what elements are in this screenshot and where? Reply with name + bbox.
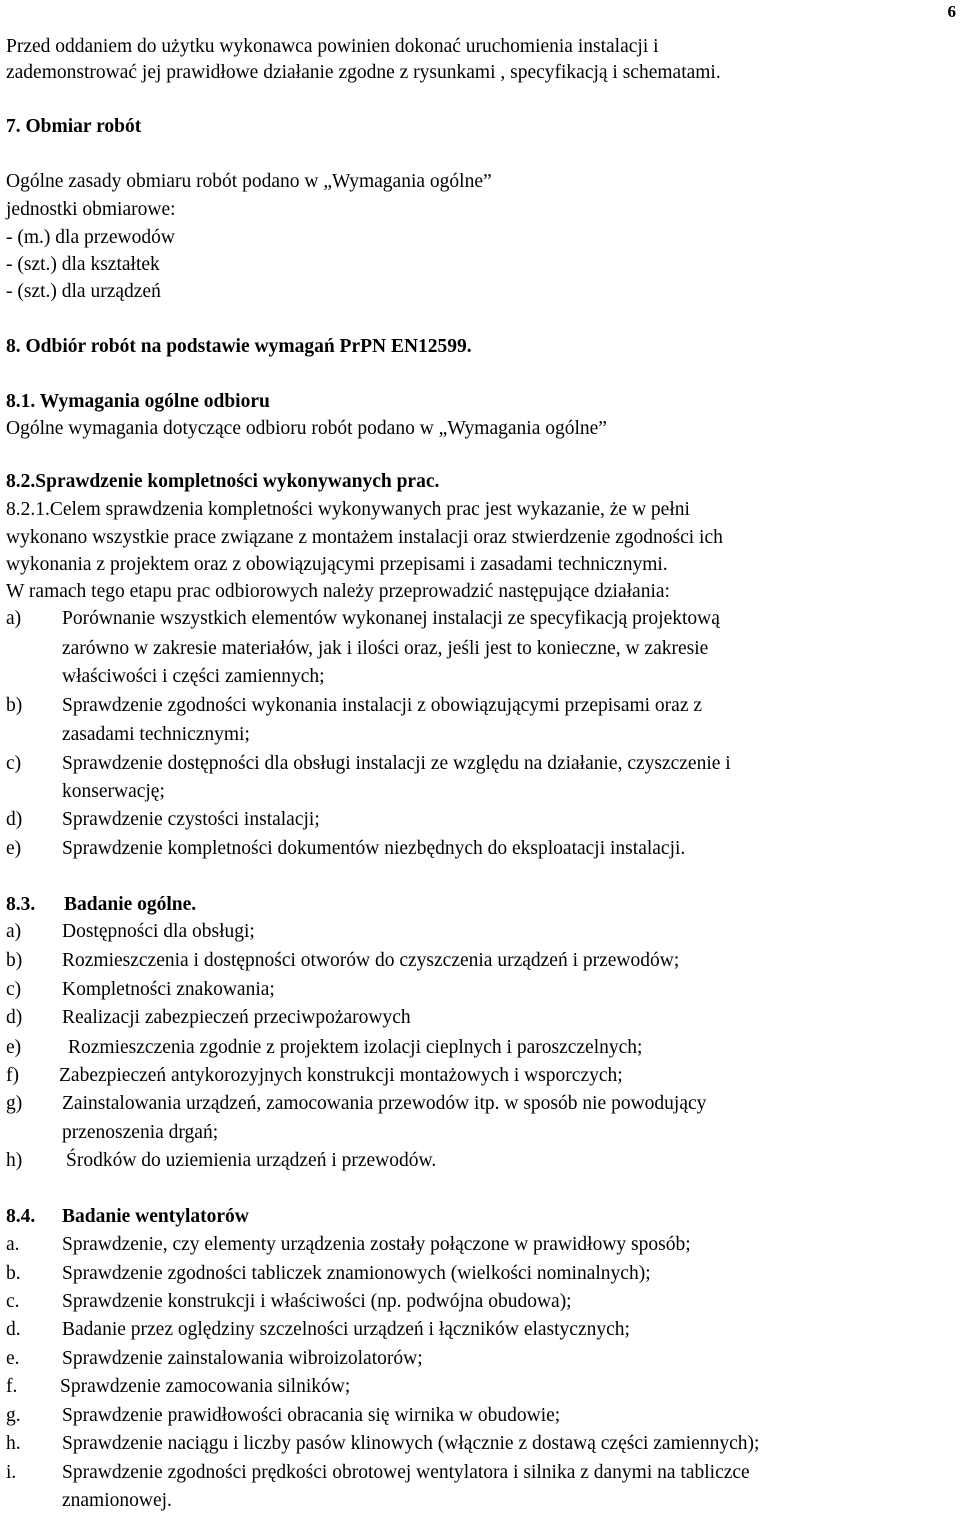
sec7-line: - (m.) dla przewodów <box>6 227 175 248</box>
list-label: a) <box>6 608 22 629</box>
list-label: a. <box>6 1234 20 1255</box>
list-item-text: Środków do uziemienia urządzeń i przewodów. <box>66 1150 437 1171</box>
list-label: i. <box>6 1462 17 1483</box>
list-item-text: Porównanie wszystkich elementów wykonanej instalacji ze specyfikacją projektową <box>62 608 720 629</box>
list-label: g. <box>6 1405 21 1426</box>
list-item-text: konserwację; <box>62 781 165 802</box>
sec7-line: - (szt.) dla kształtek <box>6 254 160 275</box>
list-label: d) <box>6 1007 23 1028</box>
list-item-text: Sprawdzenie zainstalowania wibroizolatorów; <box>62 1348 423 1369</box>
section-8-4-number: 8.4. <box>6 1206 36 1227</box>
s821-line: wykonania z projektem oraz z obowiązującymi przepisami i zasadami technicznymi. <box>6 554 668 575</box>
sec7-line: Ogólne zasady obmiaru robót podano w „Wymagania ogólne” <box>6 171 492 192</box>
list-item-text: Sprawdzenie zgodności prędkości obrotowej wentylatora i silnika z danymi na tabliczce <box>62 1462 750 1483</box>
list-label: f) <box>6 1065 19 1086</box>
list-item-text: zarówno w zakresie materiałów, jak i ilości oraz, jeśli jest to konieczne, w zakresie <box>62 638 709 659</box>
list-item-text: Realizacji zabezpieczeń przeciwpożarowych <box>62 1007 411 1028</box>
list-item-text: Zainstalowania urządzeń, zamocowania przewodów itp. w sposób nie powodujący <box>62 1093 707 1114</box>
section-8-heading: 8. Odbiór robót na podstawie wymagań PrPN EN12599. <box>6 336 472 357</box>
list-item-text: Rozmieszczenia zgodnie z projektem izolacji cieplnych i paroszczelnych; <box>68 1037 643 1058</box>
section-8-3-title: Badanie ogólne. <box>64 894 197 915</box>
list-label: a) <box>6 921 22 942</box>
list-label: b) <box>6 950 23 971</box>
list-item-text: Sprawdzenie zamocowania silników; <box>60 1376 351 1397</box>
list-label: b. <box>6 1263 21 1284</box>
list-label: b) <box>6 695 23 716</box>
list-item-text: Sprawdzenie prawidłowości obracania się wirnika w obudowie; <box>62 1405 561 1426</box>
list-label: d. <box>6 1319 21 1340</box>
list-item-text: zasadami technicznymi; <box>62 724 250 745</box>
s821-line: W ramach tego etapu prac odbiorowych należy przeprowadzić następujące działania: <box>6 581 670 602</box>
section-8-2-heading: 8.2.Sprawdzenie kompletności wykonywanych prac. <box>6 471 440 492</box>
list-item-text: Sprawdzenie dostępności dla obsługi instalacji ze względu na działanie, czyszczenie i <box>62 753 731 774</box>
list-label: c. <box>6 1291 20 1312</box>
list-label: c) <box>6 979 22 1000</box>
intro-line-2: zademonstrować jej prawidłowe działanie zgodne z rysunkami , specyfikacją i schematami. <box>6 62 721 83</box>
list-item-text: Sprawdzenie konstrukcji i właściwości (np. podwójna obudowa); <box>62 1291 572 1312</box>
list-label: e) <box>6 838 22 859</box>
list-item-text: Sprawdzenie zgodności wykonania instalacji z obowiązującymi przepisami oraz z <box>62 695 703 716</box>
list-label: e) <box>6 1037 22 1058</box>
list-item-text: Rozmieszczenia i dostępności otworów do czyszczenia urządzeń i przewodów; <box>62 950 680 971</box>
s821-line: 8.2.1.Celem sprawdzenia kompletności wykonywanych prac jest wykazanie, że w pełni <box>6 499 690 520</box>
list-item-text: Sprawdzenie, czy elementy urządzenia zostały połączone w prawidłowy sposób; <box>62 1234 691 1255</box>
section-8-1-text: Ogólne wymagania dotyczące odbioru robót podano w „Wymagania ogólne” <box>6 418 607 439</box>
list-item-text: Sprawdzenie naciągu i liczby pasów klinowych (włącznie z dostawą części zamiennych); <box>62 1433 760 1454</box>
list-item-text: Badanie przez oględziny szczelności urządzeń i łączników elastycznych; <box>62 1319 630 1340</box>
list-label: h) <box>6 1150 23 1171</box>
list-label: c) <box>6 753 22 774</box>
list-label: g) <box>6 1093 23 1114</box>
list-label: d) <box>6 809 23 830</box>
intro-line-1: Przed oddaniem do użytku wykonawca powinien dokonać uruchomienia instalacji i <box>6 36 659 57</box>
section-8-3-number: 8.3. <box>6 894 36 915</box>
list-item-text: Dostępności dla obsługi; <box>62 921 255 942</box>
sec7-line: jednostki obmiarowe: <box>6 199 176 220</box>
list-label: f. <box>6 1376 18 1397</box>
list-item-text: znamionowej. <box>62 1490 172 1511</box>
sec7-line: - (szt.) dla urządzeń <box>6 281 161 302</box>
page-number: 6 <box>947 2 956 21</box>
list-item-text: Sprawdzenie zgodności tabliczek znamionowych (wielkości nominalnych); <box>62 1263 651 1284</box>
section-7-heading: 7. Obmiar robót <box>6 116 142 137</box>
list-label: h. <box>6 1433 21 1454</box>
list-item-text: przenoszenia drgań; <box>62 1122 219 1143</box>
section-8-4-title: Badanie wentylatorów <box>62 1206 249 1227</box>
list-item-text: właściwości i części zamiennych; <box>62 666 325 687</box>
list-item-text: Zabezpieczeń antykorozyjnych konstrukcji montażowych i wsporczych; <box>59 1065 623 1086</box>
list-item-text: Sprawdzenie kompletności dokumentów niezbędnych do eksploatacji instalacji. <box>62 838 686 859</box>
s821-line: wykonano wszystkie prace związane z montażem instalacji oraz stwierdzenie zgodności ich <box>6 527 723 548</box>
list-item-text: Kompletności znakowania; <box>62 979 275 1000</box>
list-item-text: Sprawdzenie czystości instalacji; <box>62 809 320 830</box>
list-label: e. <box>6 1348 20 1369</box>
section-8-1-heading: 8.1. Wymagania ogólne odbioru <box>6 391 270 412</box>
